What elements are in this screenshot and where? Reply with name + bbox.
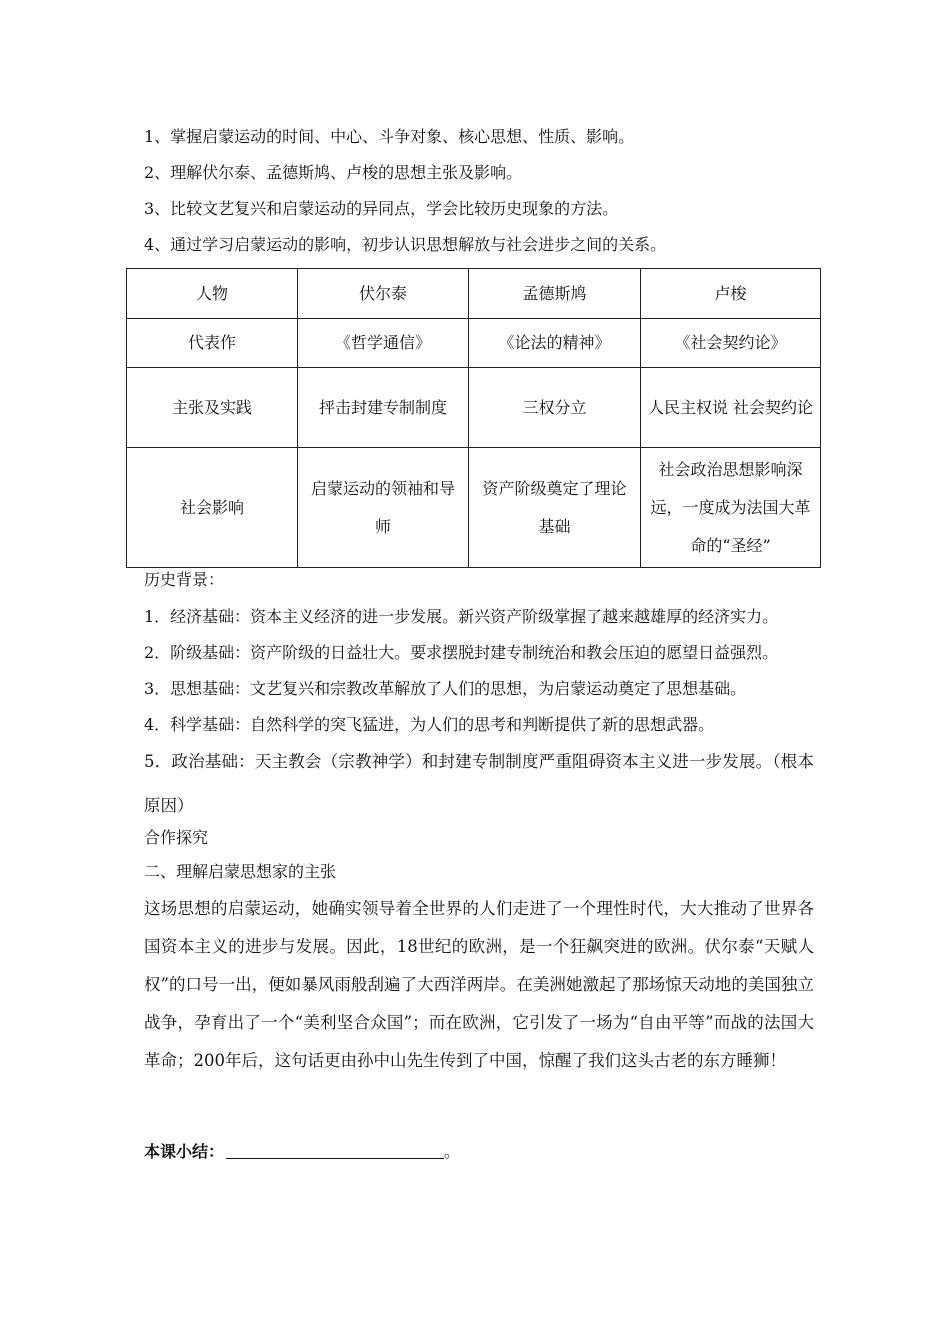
section-heading: 二、理解启蒙思想家的主张: [144, 862, 337, 881]
table-cell: 《社会契约论》: [641, 319, 821, 368]
table-cell: 启蒙运动的领袖和导师: [298, 448, 469, 568]
objective-1: 1、掌握启蒙运动的时间、中心、斗争对象、核心思想、性质、影响。: [144, 127, 635, 146]
summary-end: 。: [444, 1142, 461, 1161]
table-row: [127, 319, 821, 368]
objective-3: 3、比较文艺复兴和启蒙运动的异同点，学会比较历史现象的方法。: [144, 199, 619, 218]
table-cell: 三权分立: [469, 368, 641, 448]
summary-line: [144, 1142, 460, 1162]
table-header: 伏尔泰: [298, 269, 469, 319]
cooperation-heading: 合作探究: [144, 828, 209, 847]
table-header: 卢梭: [641, 269, 821, 319]
table-cell: 社会影响: [127, 448, 298, 568]
background-item-5: 5．政治基础：天主教会（宗教神学）和封建专制制度严重阻碍资本主义进一步发展。（根本原因）: [144, 752, 814, 815]
table-header: 孟德斯鸠: [469, 269, 641, 319]
table-cell: 《哲学通信》: [298, 319, 469, 368]
background-item-1: 1．经济基础：资本主义经济的进一步发展。新兴资产阶级掌握了越来越雄厚的经济实力。: [144, 607, 779, 626]
table-cell: 资产阶级奠定了理论基础: [469, 448, 641, 568]
table-header-row: [127, 269, 821, 319]
summary-label: 本课小结：: [144, 1142, 225, 1161]
objective-4: 4、通过学习启蒙运动的影响，初步认识思想解放与社会进步之间的关系。: [144, 235, 667, 254]
background-item-4: 4．科学基础：自然科学的突飞猛进，为人们的思考和判断提供了新的思想武器。: [144, 715, 715, 734]
table-row: [127, 448, 821, 568]
summary-blank[interactable]: [226, 1142, 444, 1159]
table-header: 人物: [127, 269, 298, 319]
table-row: [127, 368, 821, 448]
table-cell: 抨击封建专制制度: [298, 368, 469, 448]
thinkers-table: [126, 268, 821, 568]
passage: 这场思想的启蒙运动，她确实领导着全世界的人们走进了一个理性时代，大大推动了世界各国资本主义的进步与发展。因此，18世纪的欧洲，是一个狂飙突进的欧洲。伏尔泰“天赋人权”的口号一出，便如暴风雨般刮遍了大西洋两岸。在美洲她激起了那场惊天动地的美国独立战争，孕育出了一个“美利坚合众国”；而在欧洲，它引发了一场为“自由平等”而战的法国大革命；200年后，这句话更由孙中山先生传到了中国，惊醒了我们这头古老的东方睡狮！: [144, 899, 814, 1070]
background-item-2: 2．阶级基础：资产阶级的日益壮大。要求摆脱封建专制统治和教会压迫的愿望日益强烈。: [144, 643, 779, 662]
table-cell: 代表作: [127, 319, 298, 368]
table-cell: 社会政治思想影响深远，一度成为法国大革命的“圣经”: [641, 448, 821, 568]
objective-2: 2、理解伏尔泰、孟德斯鸠、卢梭的思想主张及影响。: [144, 163, 523, 182]
table-cell: 主张及实践: [127, 368, 298, 448]
table-cell: 《论法的精神》: [469, 319, 641, 368]
table-cell: 人民主权说 社会契约论: [641, 368, 821, 448]
background-item-3: 3．思想基础：文艺复兴和宗教改革解放了人们的思想，为启蒙运动奠定了思想基础。: [144, 679, 747, 698]
background-title: 历史背景：: [144, 570, 225, 589]
